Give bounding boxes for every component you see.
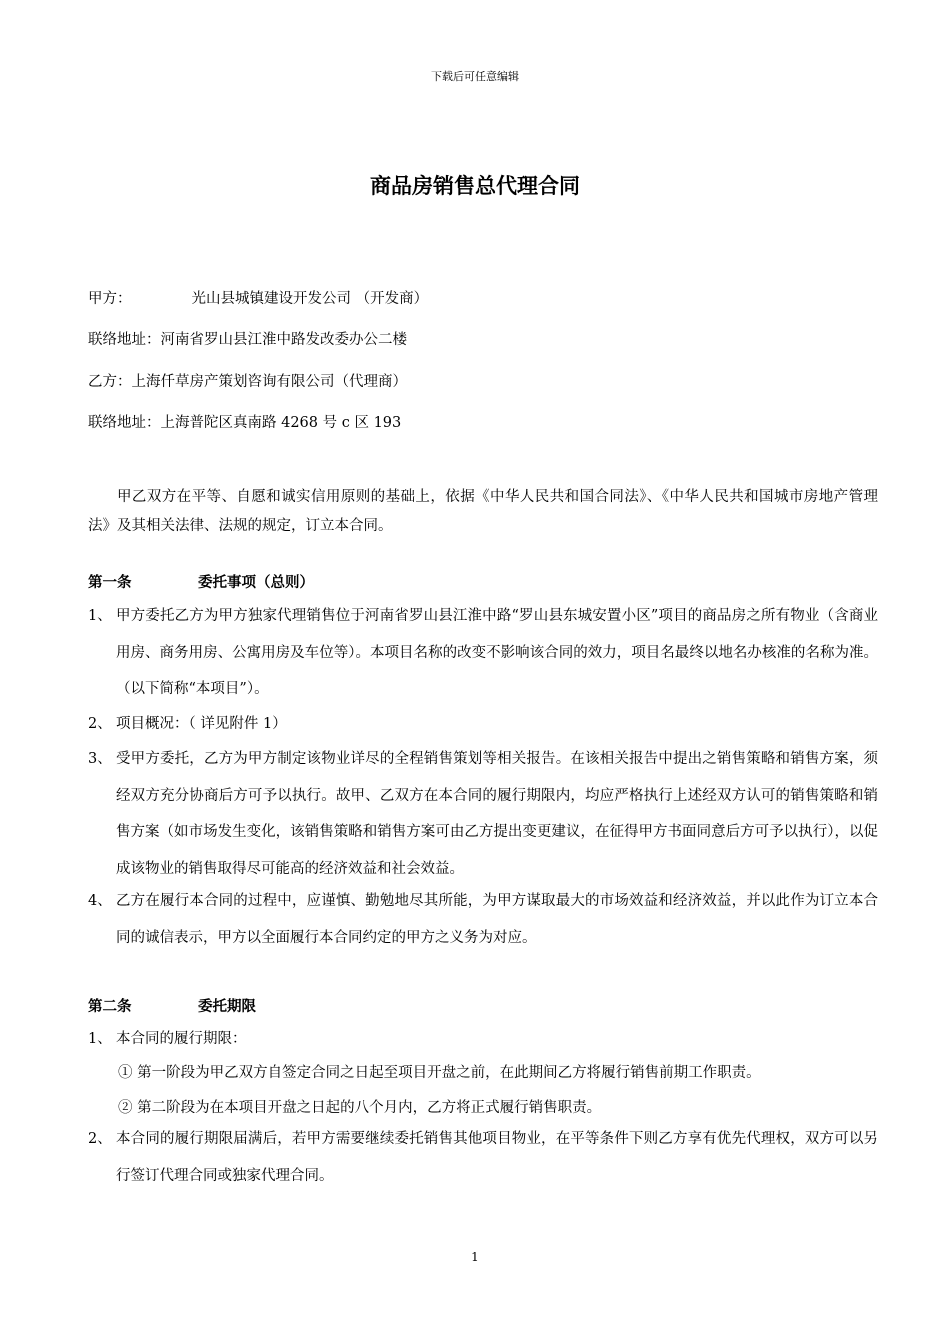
contract-title: 商品房销售总代理合同	[370, 174, 580, 198]
party-a-label: 甲方：	[88, 291, 132, 307]
item-number: 2、	[88, 1131, 112, 1147]
article-1-item-2	[88, 706, 878, 743]
item-text: 甲方委托乙方为甲方独家代理销售位于河南省罗山县江淮中路“罗山县东城安置小区”项目的商品房之所有物业（含商业用房、商务用房、公寓用房及车位等）。本项目名称的改变不影响该合同的效力，项目名最终以地名办核准的名称为准。（以下简称“本项目”）。	[116, 608, 878, 697]
item-number: 4、	[88, 893, 112, 909]
article-1-title: 委托事项（总则）	[198, 575, 314, 591]
article-1-item-4	[88, 883, 878, 956]
item-text: 本合同的履行期限届满后，若甲方需要继续委托销售其他项目物业，在平等条件下则乙方享有优先代理权，双方可以另行签订代理合同或独家代理合同。	[116, 1131, 878, 1184]
item-text: 乙方在履行本合同的过程中，应谨慎、勤勉地尽其所能，为甲方谋取最大的市场效益和经济效益，并以此作为订立本合同的诚信表示，甲方以全面履行本合同约定的甲方之义务为对应。	[116, 893, 878, 946]
item-number: 2、	[88, 716, 112, 732]
item-text: 项目概况：（ 详见附件 1）	[116, 716, 287, 732]
article-2-item-1	[88, 1021, 878, 1058]
party-a-address: 联络地址：河南省罗山县江淮中路发改委办公二楼	[88, 332, 407, 348]
page-number: 1	[471, 1250, 479, 1264]
article-1-item-3	[88, 741, 878, 887]
party-b-line: 乙方：上海仟草房产策划咨询有限公司（代理商）	[88, 374, 407, 390]
item-text: 受甲方委托，乙方为甲方制定该物业详尽的全程销售策划等相关报告。在该相关报告中提出之销售策略和销售方案，须经双方充分协商后方可予以执行。故甲、乙双方在本合同的履行期限内，均应严格执行上述经双方认可的销售策略和销售方案（如市场发生变化，该销售策略和销售方案可由乙方提出变更建议，在征得甲方书面同意后方可予以执行），以促成该物业的销售取得尽可能高的经济效益和社会效益。	[116, 751, 878, 877]
party-a-name: 光山县城镇建设开发公司 （开发商）	[191, 291, 429, 307]
party-b-address: 联络地址：上海普陀区真南路 4268 号 c 区 193	[88, 415, 402, 431]
item-number: 1、	[88, 1031, 112, 1047]
party-a-line	[88, 289, 428, 309]
article-2-sub-2: ② 第二阶段为在本项目开盘之日起的八个月内，乙方将正式履行销售职责。	[118, 1100, 602, 1116]
preamble-paragraph: 甲乙双方在平等、自愿和诚实信用原则的基础上，依据《中华人民共和国合同法》、《中华人民共和国城市房地产管理法》及其相关法律、法规的规定，订立本合同。	[88, 489, 878, 534]
article-2-title: 委托期限	[198, 999, 256, 1015]
article-2-sub-1: ① 第一阶段为甲乙双方自签定合同之日起至项目开盘之前，在此期间乙方将履行销售前期工作职责。	[118, 1065, 761, 1081]
header-note: 下载后可任意编辑	[431, 70, 519, 83]
item-number: 1、	[88, 608, 112, 624]
article-1-number: 第一条	[88, 575, 132, 591]
article-1-item-1	[88, 598, 878, 708]
item-text: 本合同的履行期限：	[116, 1031, 247, 1047]
item-number: 3、	[88, 751, 112, 767]
article-2-item-2	[88, 1121, 878, 1194]
article-2-number: 第二条	[88, 999, 132, 1015]
article-2-heading	[88, 997, 256, 1017]
article-1-heading	[88, 573, 314, 593]
